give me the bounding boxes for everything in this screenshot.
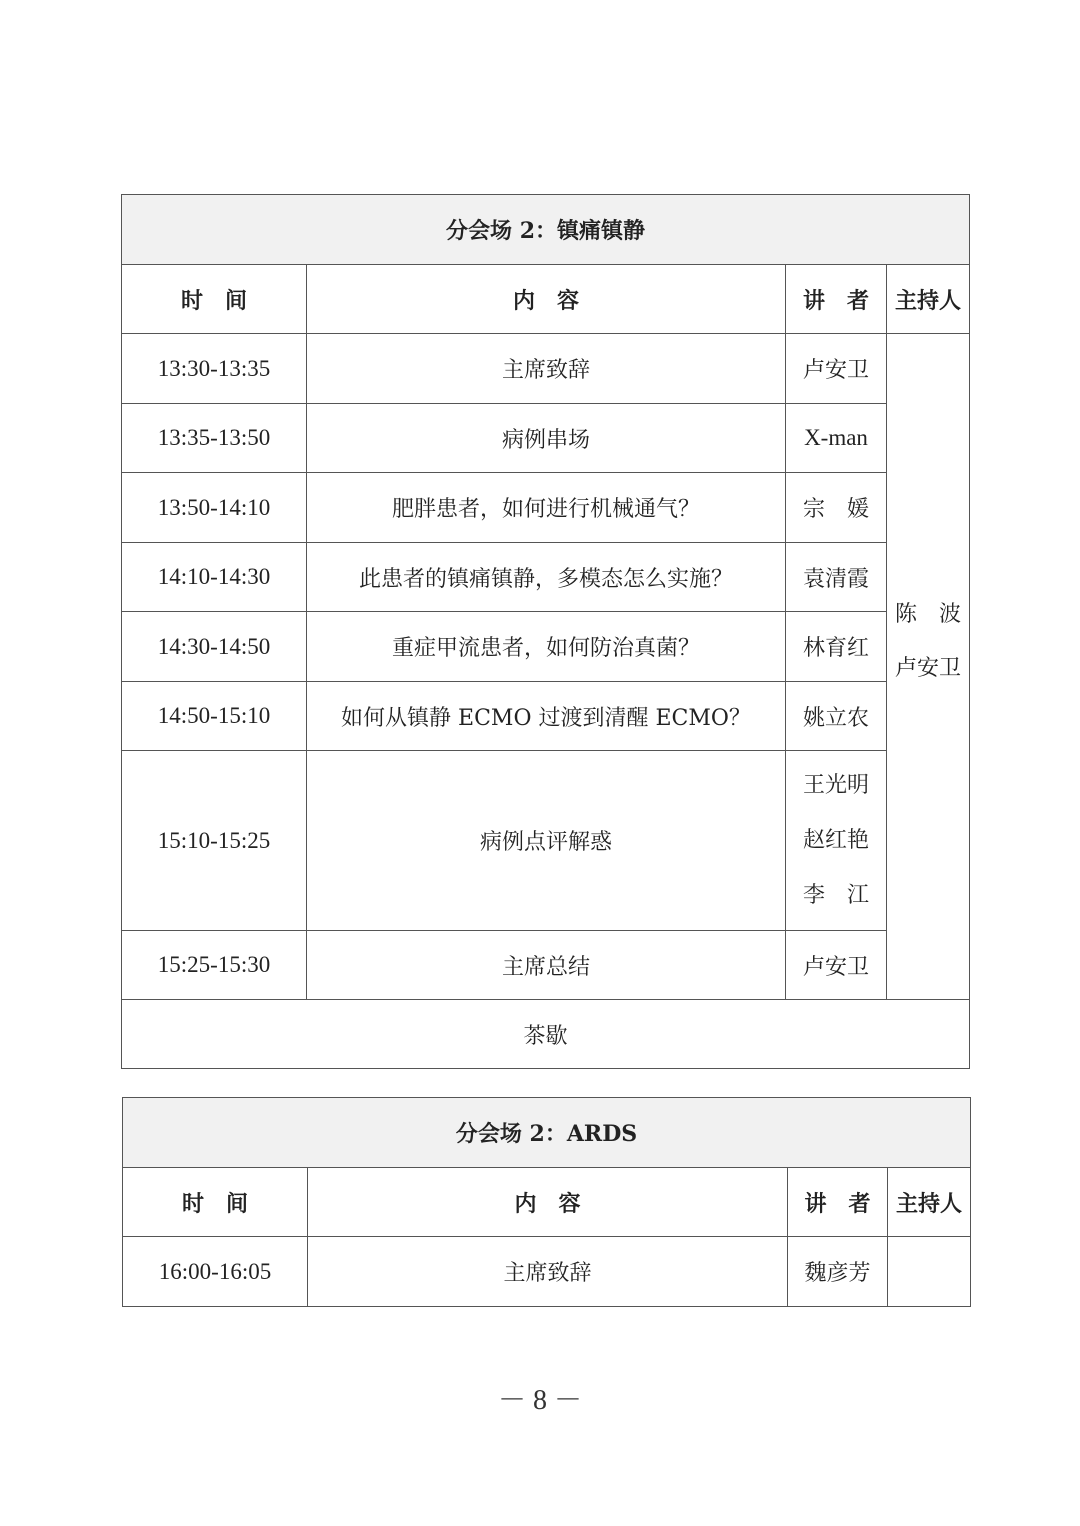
host-name: 卢安卫 (895, 655, 962, 681)
table-row (122, 334, 970, 404)
row-content: 主席致辞 (307, 334, 786, 404)
host-name: 陈 波 (895, 601, 962, 627)
row-time: 16:00-16:05 (123, 1237, 308, 1307)
row-speaker: 姚立农 (786, 682, 887, 751)
session-title: 分会场 2：镇痛镇静 (122, 195, 970, 265)
speaker-name: 王光明 (802, 773, 869, 798)
row-content: 主席致辞 (308, 1237, 788, 1307)
session-title: 分会场 2：ARDS (123, 1098, 971, 1168)
row-content: 重症甲流患者，如何防治真菌？ (307, 612, 786, 682)
row-time: 14:10-14:30 (122, 543, 307, 612)
table-row (122, 404, 970, 473)
table-row (122, 612, 970, 682)
row-time: 13:50-14:10 (122, 473, 307, 543)
row-time: 14:50-15:10 (122, 682, 307, 751)
schedule-table-ards (122, 1097, 971, 1307)
row-speaker: 宗 媛 (786, 473, 887, 543)
header-host: 主持人 (887, 265, 970, 334)
header-host: 主持人 (888, 1168, 971, 1237)
table-row (122, 931, 970, 1000)
table-row (123, 1237, 971, 1307)
speaker-name: 李 江 (802, 883, 869, 908)
host-cell (888, 1237, 971, 1307)
schedule-table-sedation (121, 194, 970, 1069)
row-time: 15:25-15:30 (122, 931, 307, 1000)
table-row (122, 751, 970, 931)
row-speaker: 卢安卫 (786, 334, 887, 404)
header-content: 内 容 (308, 1168, 788, 1237)
row-time: 14:30-14:50 (122, 612, 307, 682)
row-time: 13:35-13:50 (122, 404, 307, 473)
row-content: 病例点评解惑 (307, 751, 786, 931)
header-time: 时 间 (122, 265, 307, 334)
header-speaker: 讲 者 (788, 1168, 888, 1237)
break-row: 茶歇 (122, 1000, 970, 1069)
row-speakers (786, 751, 887, 931)
row-time: 13:30-13:35 (122, 334, 307, 404)
page-number: － 8 － (497, 1385, 582, 1416)
table-row (122, 543, 970, 612)
host-cell (887, 334, 970, 1000)
speaker-name: 赵红艳 (802, 828, 869, 853)
header-time: 时 间 (123, 1168, 308, 1237)
row-speaker: 林育红 (786, 612, 887, 682)
header-speaker: 讲 者 (786, 265, 887, 334)
row-content: 肥胖患者，如何进行机械通气？ (307, 473, 786, 543)
table-row (122, 682, 970, 751)
row-speaker: X-man (786, 404, 887, 473)
row-content: 病例串场 (307, 404, 786, 473)
row-speaker: 袁清霞 (786, 543, 887, 612)
header-content: 内 容 (307, 265, 786, 334)
row-speaker: 卢安卫 (786, 931, 887, 1000)
row-time: 15:10-15:25 (122, 751, 307, 931)
row-content: 此患者的镇痛镇静，多模态怎么实施？ (307, 543, 786, 612)
row-content: 如何从镇静 ECMO 过渡到清醒 ECMO？ (307, 682, 786, 751)
table-row (122, 473, 970, 543)
row-speaker: 魏彦芳 (788, 1237, 888, 1307)
row-content: 主席总结 (307, 931, 786, 1000)
